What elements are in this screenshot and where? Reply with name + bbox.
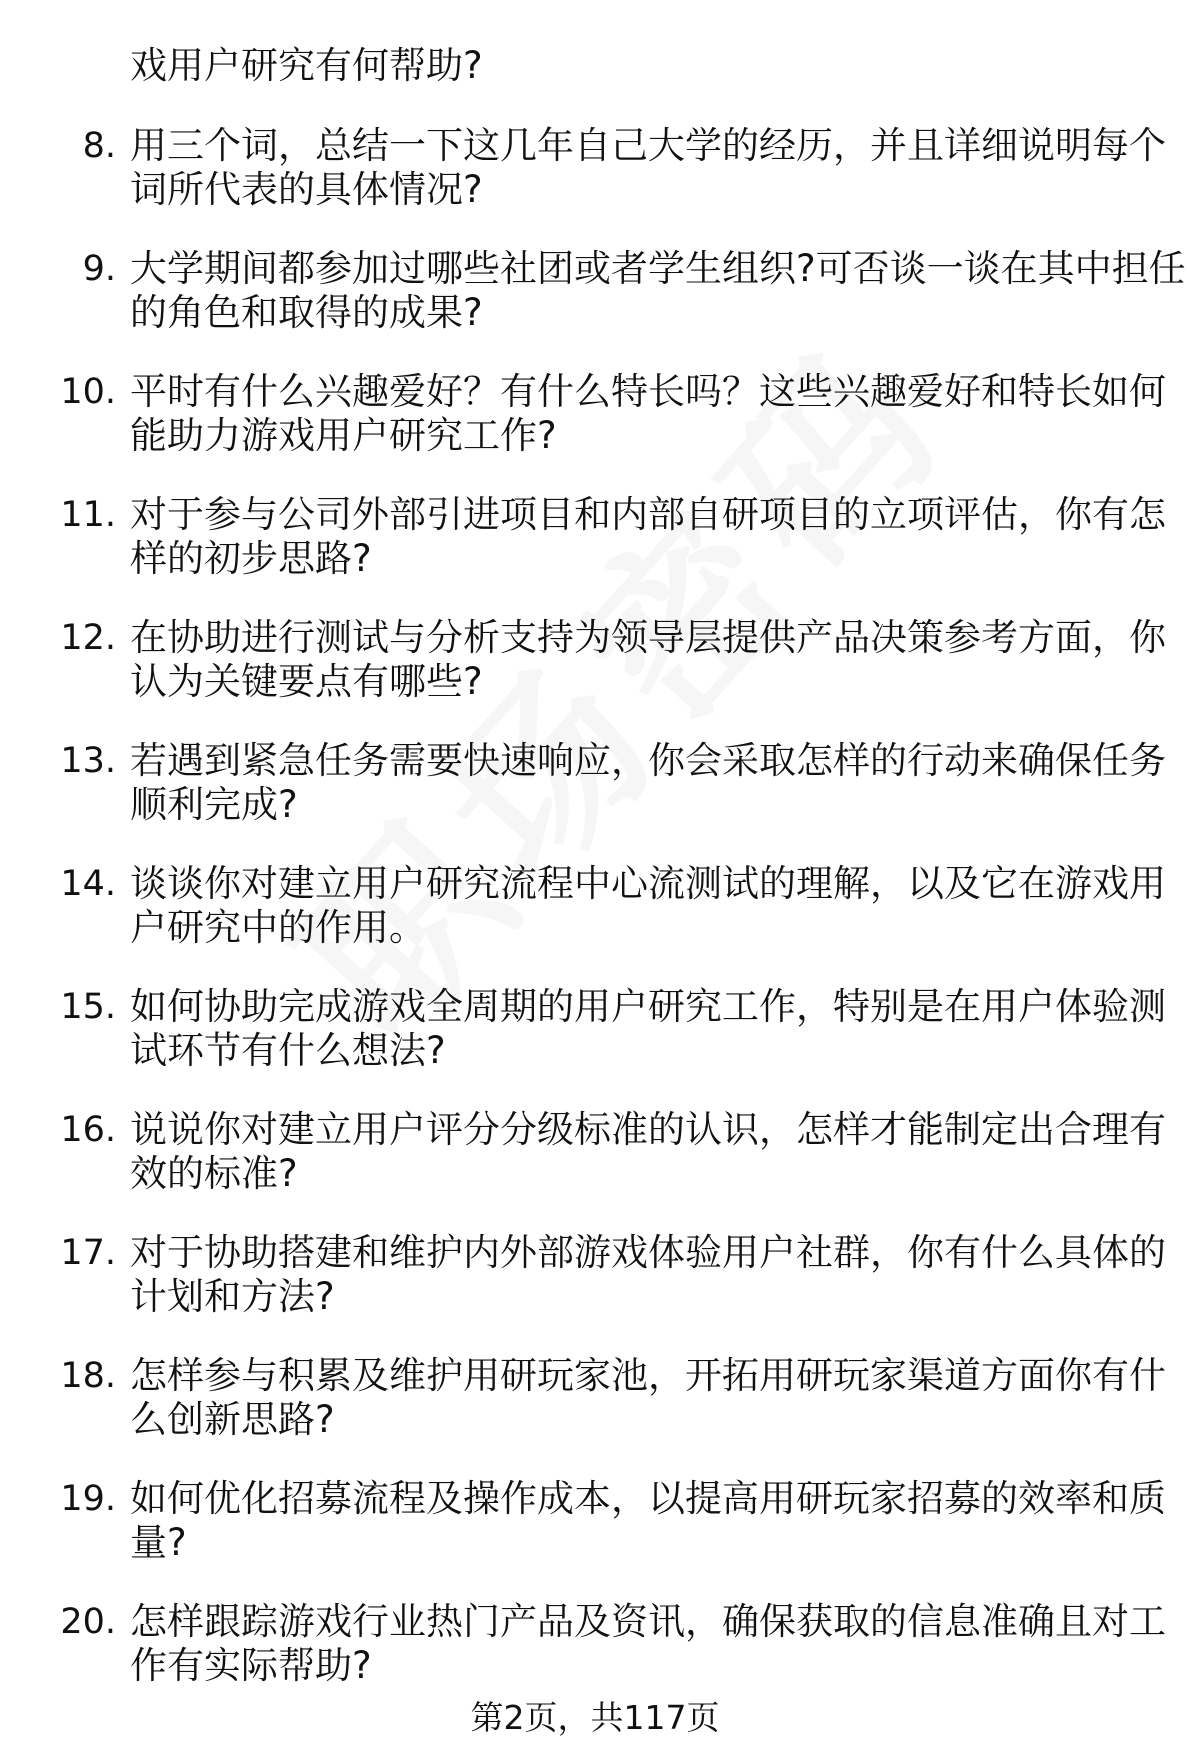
question-line: 若遇到紧急任务需要快速响应，你会采取怎样的行动来确保任务 <box>130 739 1166 782</box>
question-number: 8. <box>82 126 116 166</box>
question-line: 如何优化招募流程及操作成本，以提高用研玩家招募的效率和质 <box>130 1477 1166 1520</box>
question-text <box>130 985 1166 1073</box>
question-number: 18. <box>60 1356 116 1396</box>
question-item <box>0 1108 1190 1231</box>
question-line: 在协助进行测试与分析支持为领导层提供产品决策参考方面，你 <box>130 616 1166 659</box>
question-number: 14. <box>60 864 116 904</box>
question-item <box>0 1354 1190 1477</box>
question-number: 9. <box>82 249 116 289</box>
question-text <box>130 862 1166 950</box>
question-number: 16. <box>60 1110 116 1150</box>
question-item <box>0 616 1190 739</box>
question-item <box>0 370 1190 493</box>
question-line: 大学期间都参加过哪些社团或者学生组织?可否谈一谈在其中担任 <box>130 247 1186 290</box>
question-item <box>0 985 1190 1108</box>
question-text <box>130 1354 1166 1442</box>
question-text <box>130 124 1166 212</box>
question-line: 对于协助搭建和维护内外部游戏体验用户社群，你有什么具体的 <box>130 1231 1166 1274</box>
question-item <box>0 1477 1190 1600</box>
question-line: 试环节有什么想法? <box>130 1029 446 1072</box>
question-line: 的角色和取得的成果? <box>130 291 483 334</box>
question-line: 怎样参与积累及维护用研玩家池，开拓用研玩家渠道方面你有什 <box>130 1354 1166 1397</box>
question-text <box>130 370 1166 458</box>
question-text <box>130 247 1186 335</box>
question-line: 认为关键要点有哪些? <box>130 660 483 703</box>
question-text <box>130 1600 1166 1688</box>
question-line: 说说你对建立用户评分分级标准的认识，怎样才能制定出合理有 <box>130 1108 1166 1151</box>
question-line: 作有实际帮助? <box>130 1644 372 1687</box>
question-number: 13. <box>60 741 116 781</box>
question-number: 15. <box>60 987 116 1027</box>
question-line: 谈谈你对建立用户研究流程中心流测试的理解，以及它在游戏用 <box>130 862 1166 905</box>
question-item <box>0 1231 1190 1354</box>
question-text <box>130 1477 1166 1565</box>
question-number: 17. <box>60 1233 116 1273</box>
question-line: 户研究中的作用。 <box>130 906 426 949</box>
question-item <box>0 739 1190 862</box>
question-text <box>130 616 1166 704</box>
question-text <box>130 1108 1166 1196</box>
question-list <box>0 124 1190 1723</box>
question-line: 平时有什么兴趣爱好？有什么特长吗？这些兴趣爱好和特长如何 <box>130 370 1166 413</box>
question-number: 11. <box>60 495 116 535</box>
question-line: 怎样跟踪游戏行业热门产品及资讯，确保获取的信息准确且对工 <box>130 1600 1166 1643</box>
question-text <box>130 493 1166 581</box>
question-number: 20. <box>60 1602 116 1642</box>
question-number: 12. <box>60 618 116 658</box>
question-line: 么创新思路? <box>130 1398 335 1441</box>
question-line: 样的初步思路? <box>130 537 372 580</box>
question-line: 如何协助完成游戏全周期的用户研究工作，特别是在用户体验测 <box>130 985 1166 1028</box>
question-item <box>0 247 1190 370</box>
question-number: 10. <box>60 372 116 412</box>
question-item <box>0 493 1190 616</box>
question-line: 计划和方法? <box>130 1275 335 1318</box>
question-line: 能助力游戏用户研究工作? <box>130 414 557 457</box>
question-item <box>0 124 1190 247</box>
page-number-footer: 第2页，共117页 <box>470 1698 720 1737</box>
question-number: 19. <box>60 1479 116 1519</box>
continued-question-text: 戏用户研究有何帮助? <box>130 44 483 87</box>
question-line: 用三个词，总结一下这几年自己大学的经历，并且详细说明每个 <box>130 124 1166 167</box>
question-text <box>130 739 1166 827</box>
question-line: 量? <box>130 1521 187 1564</box>
question-item <box>0 862 1190 985</box>
question-text <box>130 1231 1166 1319</box>
question-line: 词所代表的具体情况? <box>130 168 483 211</box>
question-line: 对于参与公司外部引进项目和内部自研项目的立项评估，你有怎 <box>130 493 1166 536</box>
question-line: 效的标准? <box>130 1152 298 1195</box>
question-line: 顺利完成? <box>130 783 298 826</box>
